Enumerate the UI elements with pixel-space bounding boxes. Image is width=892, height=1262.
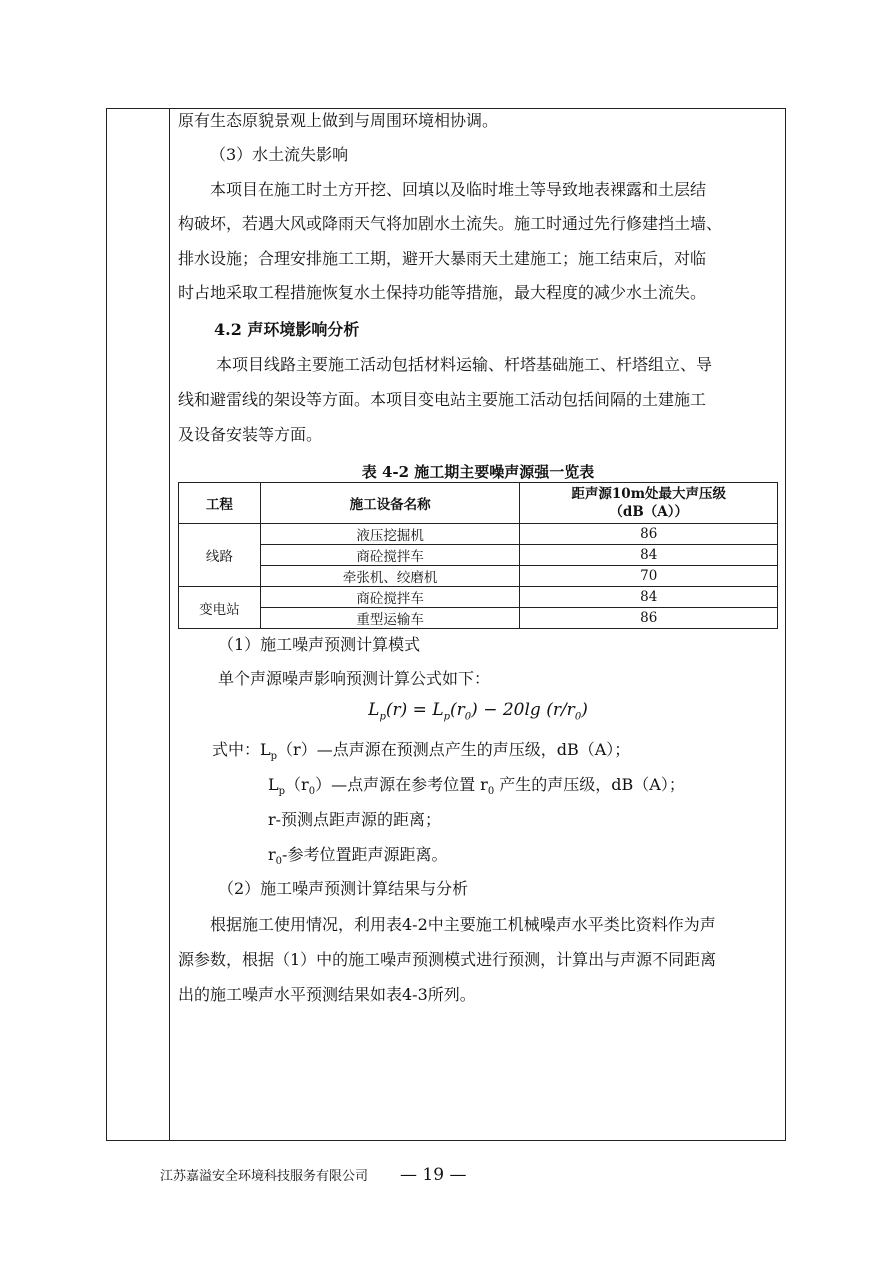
table-cell: 86 (520, 608, 778, 629)
table-row (179, 545, 778, 566)
table-cell: 商砼搅拌车 (260, 587, 520, 608)
footer-company: 江苏嘉溢安全环境科技服务有限公司 (160, 1169, 369, 1184)
text-part: （r (285, 775, 309, 794)
text-part: 式中：L (212, 740, 271, 759)
text-part: ）—点声源在参考位置 r (315, 775, 488, 794)
table-cell: 70 (520, 566, 778, 587)
text-part: （r）—点声源在预测点产生的声压级，dB（A）； (277, 740, 631, 759)
formula-sub: p (379, 711, 386, 723)
paragraph-line: 原有生态原貌景观上做到与周围环境相协调。 (178, 111, 499, 130)
formula-sub: p (443, 711, 451, 723)
table-cell: 牵张机、绞磨机 (260, 566, 520, 587)
table-cell: 液压挖掘机 (260, 524, 520, 545)
subheading-result: （2）施工噪声预测计算结果与分析 (218, 879, 469, 898)
paragraph-line: 线和避雷线的架设等方面。本项目变电站主要施工活动包括间隔的土建施工 (178, 390, 707, 409)
paragraph-line: 时占地采取工程措施恢复水土保持功能等措施，最大程度的减少水土流失。 (178, 283, 707, 302)
paragraph-line: 排水设施；合理安排施工工期，避开大暴雨天土建施工；施工结束后，对临 (178, 249, 707, 268)
formula-part: ) − 20lg (r/r (471, 700, 575, 720)
text-sub: 0 (275, 856, 283, 868)
section-heading: 4.2 声环境影响分析 (214, 320, 360, 339)
noise-formula (178, 700, 778, 722)
paragraph-line: 本项目线路主要施工活动包括材料运输、杆塔基础施工、杆塔组立、导 (216, 355, 713, 374)
frame-divider (169, 109, 170, 1140)
text-sub: 0 (487, 786, 495, 798)
table-header-line: （dB（A）） (609, 504, 688, 520)
formula-sub: 0 (574, 711, 582, 723)
formula-part: (r (450, 700, 465, 720)
table-cell: 重型运输车 (260, 608, 520, 629)
formula-sub: 0 (464, 711, 472, 723)
text-part: L (268, 775, 279, 794)
table-row (179, 566, 778, 587)
text-part: -参考位置距声源距离。 (282, 845, 448, 864)
paragraph-line: 根据施工使用情况，利用表4-2中主要施工机械噪声水平类比资料作为声 (210, 915, 716, 934)
text-sub: p (278, 786, 286, 798)
table-cell: 86 (520, 524, 778, 545)
formula-part: L (368, 700, 380, 720)
table-row (179, 587, 778, 608)
table-cell: 商砼搅拌车 (260, 545, 520, 566)
paragraph-line: 本项目在施工时土方开挖、回填以及临时堆土等导致地表裸露和土层结 (210, 180, 707, 199)
subheading-soil-erosion: （3）水土流失影响 (210, 145, 349, 164)
definition-line: r-预测点距声源的距离； (268, 810, 442, 829)
formula-part: L (432, 700, 444, 720)
paragraph-line: 单个声源噪声影响预测计算公式如下： (218, 669, 491, 688)
formula-part: ) (581, 700, 588, 720)
table-header (520, 483, 778, 524)
text-sub: p (270, 751, 278, 763)
table-cell: 84 (520, 545, 778, 566)
paragraph-line: 出的施工噪声水平预测结果如表4-3所列。 (178, 985, 476, 1004)
table-group-cell: 线路 (179, 524, 261, 587)
paragraph-line: 构破坏，若遇大风或降雨天气将加剧水土流失。施工时通过先行修建挡土墙、 (178, 214, 723, 233)
paragraph-line: 源参数，根据（1）中的施工噪声预测模式进行预测，计算出与声源不同距离 (178, 950, 717, 969)
text-part: r (268, 845, 276, 864)
table-cell: 84 (520, 587, 778, 608)
table-caption: 表 4-2 施工期主要噪声源强一览表 (361, 463, 595, 481)
page-number: — 19 — (400, 1165, 467, 1185)
formula-part: (r) = (385, 700, 433, 720)
text-sub: 0 (308, 786, 316, 798)
subheading-model: （1）施工噪声预测计算模式 (218, 635, 421, 654)
text-part: 产生的声压级，dB（A）； (494, 775, 685, 794)
table-row (179, 608, 778, 629)
table-header: 工程 (179, 483, 261, 524)
table-group-cell: 变电站 (179, 587, 261, 629)
table-header: 施工设备名称 (260, 483, 520, 524)
table-header-line: 距声源10m处最大声压级 (571, 486, 726, 502)
noise-source-table (178, 482, 778, 629)
table-row (179, 524, 778, 545)
paragraph-line: 及设备安装等方面。 (178, 425, 323, 444)
